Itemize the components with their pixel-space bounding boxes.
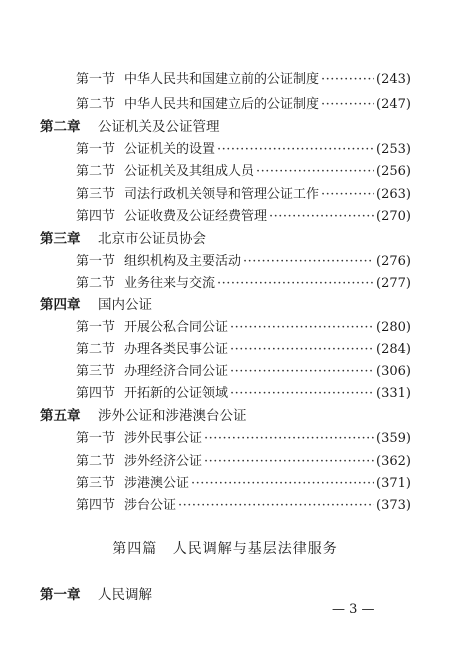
toc-chapter-row (40, 405, 411, 427)
chapter-title: 涉外公证和涉港澳台公证 (98, 408, 247, 424)
part-heading (0, 538, 450, 558)
part-title: 人民调解与基层法律服务 (172, 541, 338, 557)
section-title: 涉外经济公证 (124, 454, 203, 469)
toc-section-row (76, 69, 411, 91)
section-title: 业务往来与交流 (124, 276, 216, 291)
page-ref: (270) (376, 209, 411, 224)
section-number: 第三节 (76, 187, 116, 202)
chapter-title: 国内公证 (98, 297, 152, 313)
toc-section-row (76, 161, 411, 183)
toc-section-row (76, 206, 411, 228)
section-number: 第二节 (76, 97, 116, 112)
chapter-number: 第一章 (40, 587, 81, 603)
toc-section-row (76, 317, 411, 339)
chapter-title: 公证机关及公证管理 (98, 119, 220, 135)
dot-leader (178, 495, 374, 517)
toc-section-row (76, 339, 411, 361)
toc-section-row (76, 495, 411, 517)
toc-section-row (76, 273, 411, 295)
page-number: — 3 — (332, 602, 375, 617)
dot-leader (191, 473, 374, 495)
section-title: 办理各类民事公证 (124, 342, 229, 357)
section-title: 涉港澳公证 (124, 476, 190, 491)
section-number: 第三节 (76, 364, 116, 379)
toc-section-row (76, 139, 411, 161)
toc-section-row (76, 428, 411, 450)
toc-section-row (76, 251, 411, 273)
section-title: 中华人民共和国建立后的公证制度 (124, 97, 320, 112)
dot-leader (230, 339, 374, 361)
page-ref: (371) (376, 476, 411, 491)
page-ref: (253) (376, 142, 411, 157)
section-title: 开拓新的公证领域 (124, 386, 229, 401)
page-ref: (331) (376, 386, 411, 401)
page-ref: (256) (376, 164, 411, 179)
section-number: 第一节 (76, 320, 116, 335)
part-number: 第四篇 (112, 541, 158, 557)
toc-section-row (76, 184, 411, 206)
section-number: 第四节 (76, 498, 116, 513)
toc-section-row (76, 451, 411, 473)
chapter-number: 第四章 (40, 297, 81, 313)
dot-leader (243, 251, 374, 273)
toc-section-row (76, 94, 411, 116)
dot-leader (230, 383, 374, 405)
chapter-number: 第二章 (40, 119, 81, 135)
chapter-title: 人民调解 (98, 587, 152, 603)
chapter-title: 北京市公证员协会 (98, 231, 206, 247)
page-ref: (373) (376, 498, 411, 513)
dot-leader (321, 69, 374, 91)
page-ref: (247) (376, 97, 411, 112)
section-title: 中华人民共和国建立前的公证制度 (124, 72, 320, 87)
toc-section-row (76, 383, 411, 405)
section-number: 第一节 (76, 254, 116, 269)
section-title: 公证机关的设置 (124, 142, 216, 157)
section-number: 第三节 (76, 476, 116, 491)
page-ref: (243) (376, 72, 411, 87)
chapter-number: 第三章 (40, 231, 81, 247)
dot-leader (204, 428, 374, 450)
page-ref: (263) (376, 187, 411, 202)
page-ref: (280) (376, 320, 411, 335)
page-ref: (359) (376, 431, 411, 446)
section-title: 公证收费及公证经费管理 (124, 209, 268, 224)
section-title: 组织机构及主要活动 (124, 254, 242, 269)
section-number: 第四节 (76, 209, 116, 224)
page-ref: (362) (376, 454, 411, 469)
section-number: 第四节 (76, 386, 116, 401)
dot-leader (321, 94, 374, 116)
page-ref: (276) (376, 254, 411, 269)
section-title: 开展公私合同公证 (124, 320, 229, 335)
dot-leader (217, 139, 374, 161)
dot-leader (217, 273, 374, 295)
dot-leader (321, 184, 374, 206)
section-title: 公证机关及其组成人员 (124, 164, 255, 179)
dot-leader (230, 361, 374, 383)
section-number: 第二节 (76, 276, 116, 291)
section-number: 第二节 (76, 454, 116, 469)
dot-leader (269, 206, 374, 228)
toc-section-row (76, 473, 411, 495)
section-title: 办理经济合同公证 (124, 364, 229, 379)
page-ref: (306) (376, 364, 411, 379)
toc-chapter-row (40, 228, 411, 250)
section-title: 涉台公证 (124, 498, 177, 513)
toc-chapter-row (40, 116, 411, 138)
section-number: 第二节 (76, 164, 116, 179)
section-title: 司法行政机关领导和管理公证工作 (124, 187, 320, 202)
dot-leader (204, 451, 374, 473)
section-number: 第一节 (76, 431, 116, 446)
toc-chapter-row (40, 294, 411, 316)
toc-section-row (76, 361, 411, 383)
chapter-number: 第五章 (40, 408, 81, 424)
page-ref: (277) (376, 276, 411, 291)
section-number: 第一节 (76, 142, 116, 157)
section-number: 第二节 (76, 342, 116, 357)
page-ref: (284) (376, 342, 411, 357)
section-title: 涉外民事公证 (124, 431, 203, 446)
dot-leader (230, 317, 374, 339)
section-number: 第一节 (76, 72, 116, 87)
dot-leader (256, 161, 374, 183)
